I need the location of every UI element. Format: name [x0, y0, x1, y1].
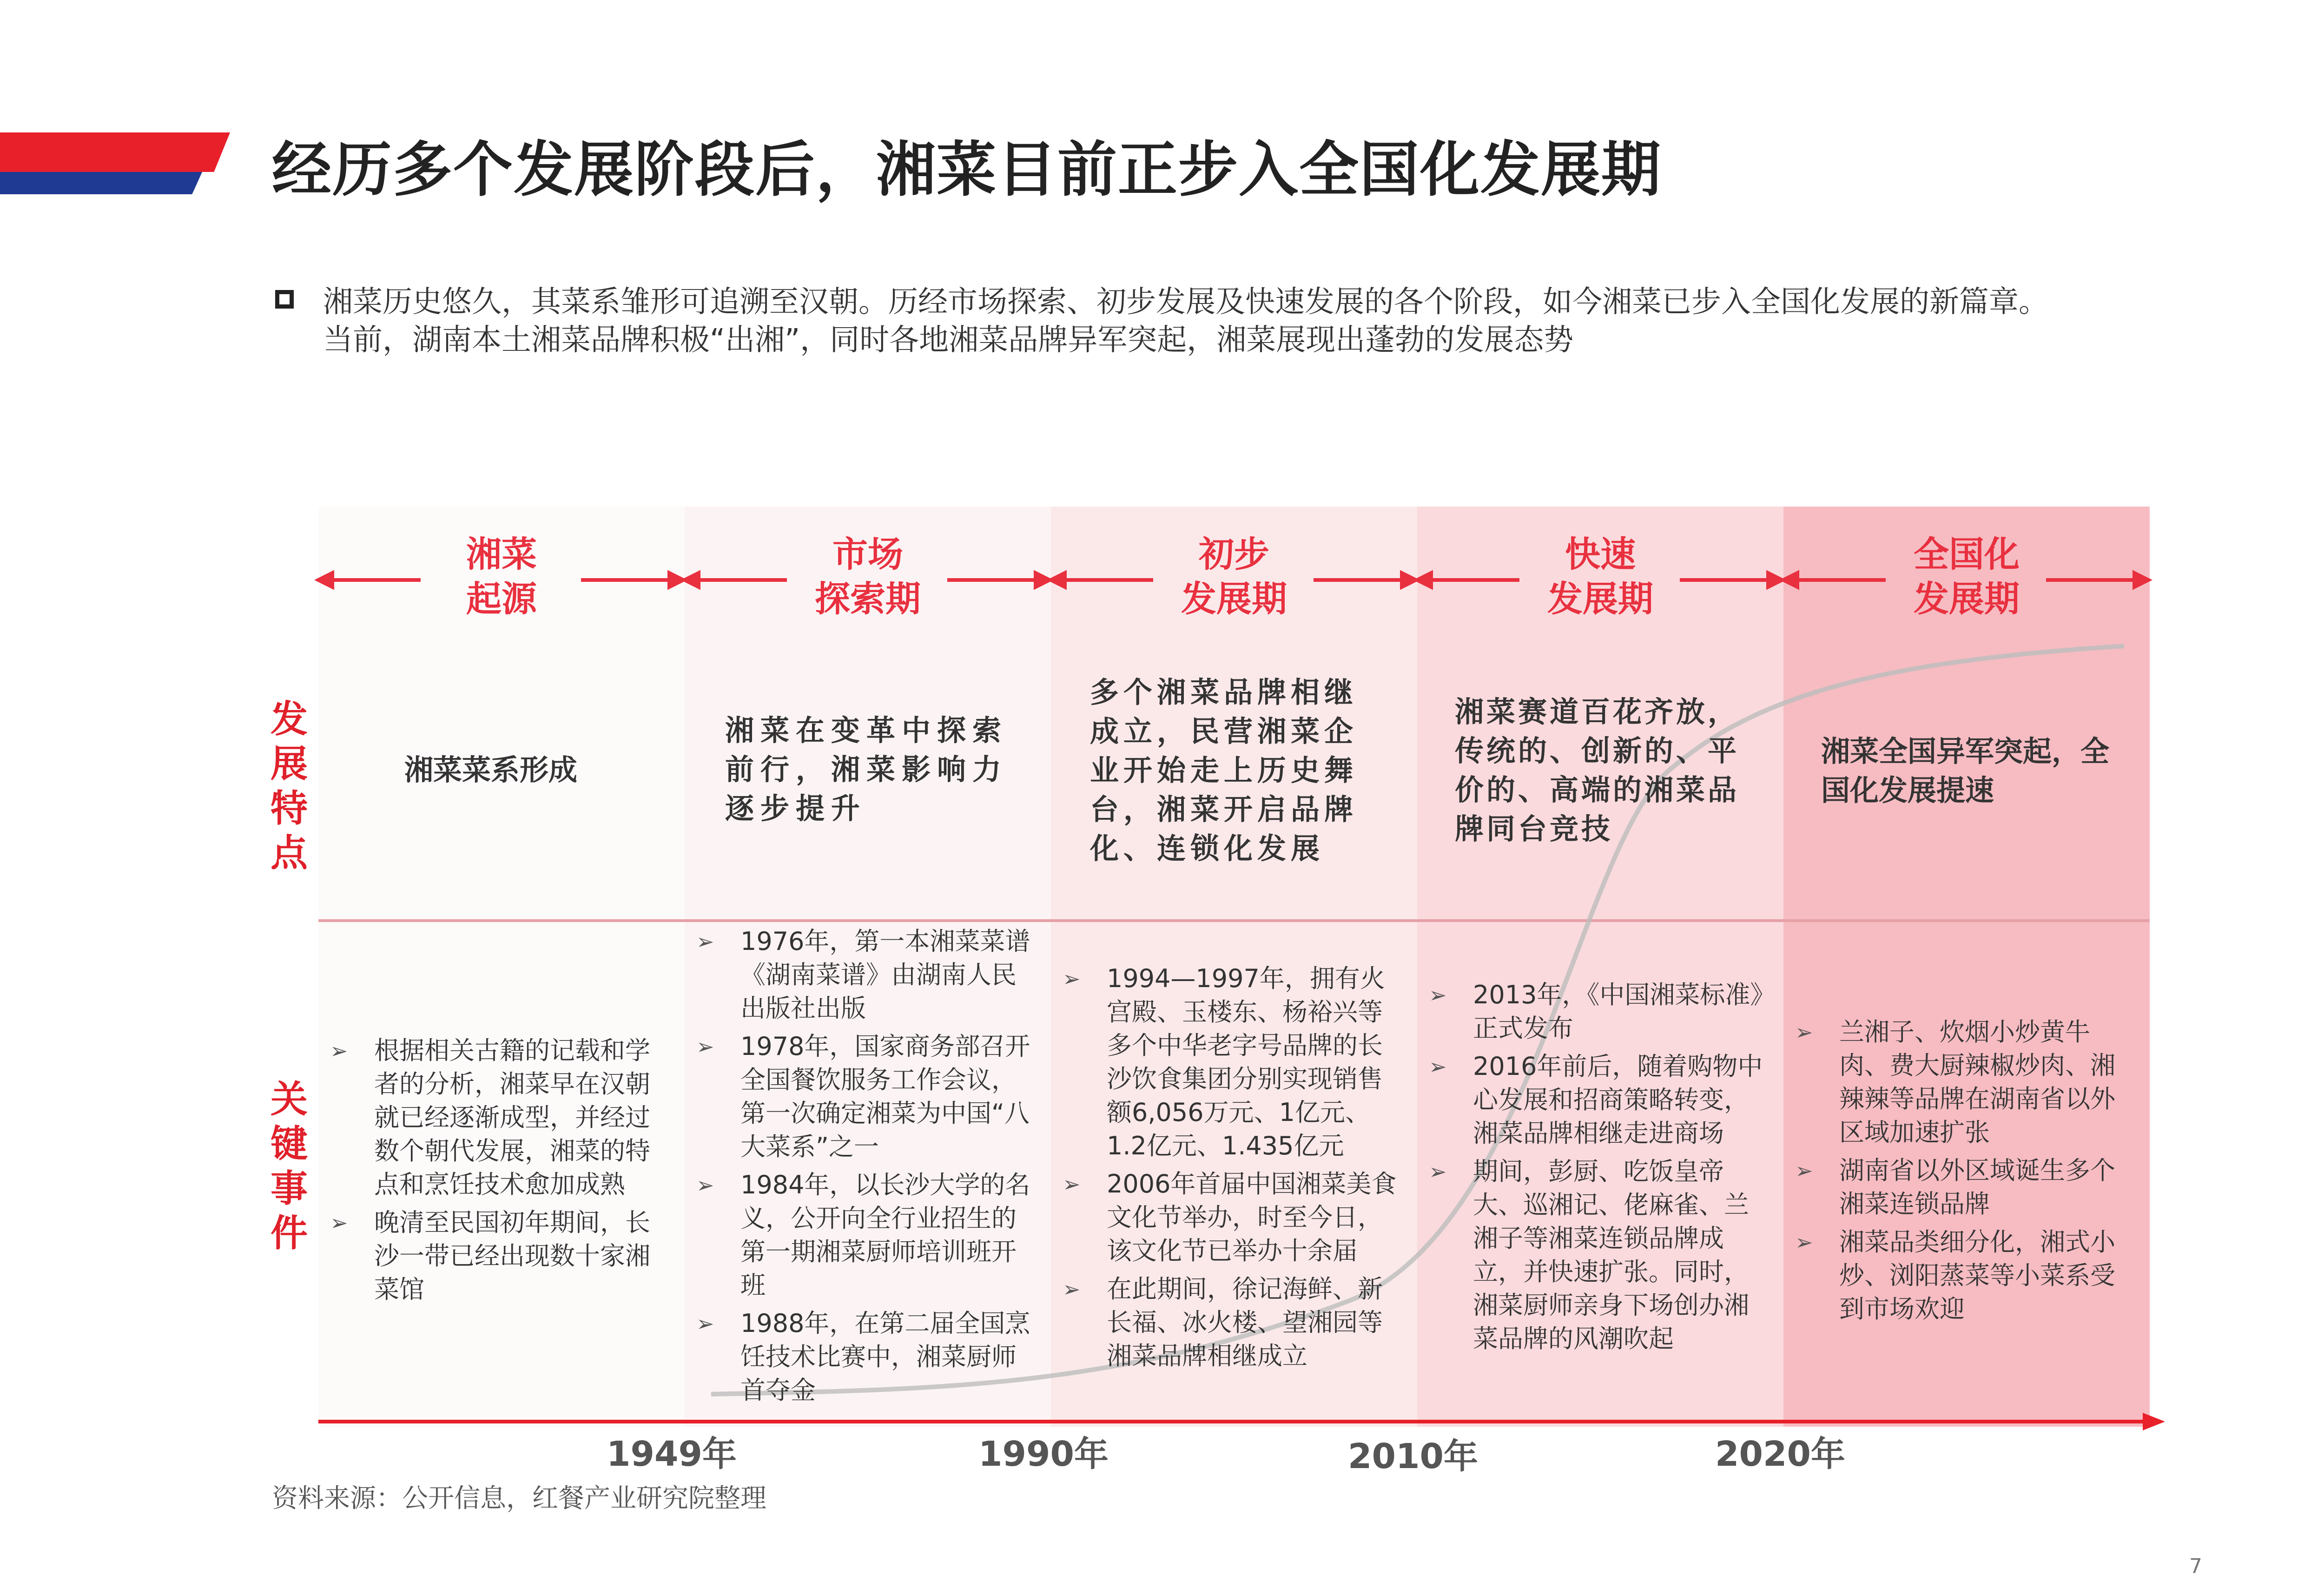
feature-exploration: 湘菜在变革中探索前行，湘菜影响力逐步提升: [725, 713, 1008, 825]
list-item: ➢ 在此期间，徐记海鲜、新长福、冰火楼、望湘园等湘菜品牌相继成立: [1063, 1272, 1406, 1373]
year-label-1949: 1949年: [607, 1434, 737, 1474]
list-item: ➢ 2013年，《中国湘菜标准》正式发布: [1429, 978, 1773, 1045]
list-item: ➢ 2016年前后，随着购物中心发展和招商策略转变，湘菜品牌相继走进商场: [1429, 1050, 1773, 1150]
page-number: 7: [2189, 1555, 2202, 1578]
events-origin: [330, 1034, 674, 1311]
feature-nationalization: 湘菜全国异军突起，全国化发展提速: [1821, 734, 2110, 807]
timeline-arrow-head: [2143, 1413, 2165, 1430]
stage-title-origin: 湘菜 起源: [466, 534, 537, 619]
stage-title-exploration: 市场 探索期: [815, 534, 921, 619]
list-item: ➢ 1984年，以长沙大学的名义，公开向全行业招生的第一期湘菜厨师培训班开班: [696, 1168, 1040, 1302]
feature-rapid-development: 湘菜赛道百花齐放，传统的、创新的、平价的、高端的湘菜品牌同台竞技: [1455, 695, 1740, 846]
row-label-features: 发展特点: [271, 698, 308, 875]
summary-line-2: 当前，湖南本土湘菜品牌积极“出湘”，同时各地湘菜品牌异军突起，湘菜展现出蓬勃的发展态势: [323, 323, 1574, 357]
year-label-1990: 1990年: [978, 1434, 1109, 1474]
list-item: ➢ 1978年，国家商务部召开全国餐饮服务工作会议，第一次确定湘菜为中国“八大菜系”之一: [696, 1030, 1040, 1164]
events-exploration: [696, 925, 1040, 1412]
list-item: ➢ 1976年，第一本湘菜菜谱《湖南菜谱》由湖南人民出版社出版: [696, 925, 1040, 1025]
list-item: ➢ 1994—1997年，拥有火宫殿、玉楼东、杨裕兴等多个中华老字号品牌的长沙饮食集团分别实现销售额6,056万元、1亿元、1.2亿元、1.435亿元: [1063, 962, 1406, 1163]
list-item: ➢ 根据相关古籍的记载和学者的分析，湘菜早在汉朝就已经逐渐成型，并经过数个朝代发展，湘菜的特点和烹饪技术愈加成熟: [330, 1034, 674, 1201]
list-item: ➢ 兰湘子、炊烟小炒黄牛肉、费大厨辣椒炒肉、湘辣辣等品牌在湖南省以外区域加速扩张: [1795, 1015, 2139, 1149]
list-item: ➢ 2006年首届中国湘菜美食文化节举办，时至今日，该文化节已举办十余届: [1063, 1167, 1406, 1268]
list-item: ➢ 湘菜品类细分化，湘式小炒、浏阳蒸菜等小菜系受到市场欢迎: [1795, 1225, 2139, 1326]
summary-line-1: 湘菜历史悠久，其菜系雏形可追溯至汉朝。历经市场探索、初步发展及快速发展的各个阶段，如今湘菜已步入全国化发展的新篇章。: [323, 285, 2048, 319]
feature-initial-development: 多个湘菜品牌相继成立，民营湘菜企业开始走上历史舞台，湘菜开启品牌化、连锁化发展: [1090, 675, 1358, 865]
row-label-events: 关键事件: [271, 1078, 308, 1255]
year-label-2020: 2020年: [1715, 1434, 1845, 1474]
events-rapid-development: [1429, 978, 1773, 1360]
timeline-axis: [318, 1420, 2150, 1423]
page-title: 经历多个发展阶段后，湘菜目前正步入全国化发展期: [272, 135, 1662, 204]
stage-title-rapid-development: 快速 发展期: [1547, 534, 1653, 619]
list-item: ➢ 湖南省以外区域诞生多个湘菜连锁品牌: [1795, 1154, 2139, 1221]
list-item: ➢ 晚清至民国初年期间，长沙一带已经出现数十家湘菜馆: [330, 1206, 674, 1306]
events-initial-development: [1063, 962, 1406, 1377]
stage-title-nationalization: 全国化 发展期: [1914, 534, 2020, 619]
events-nationalization: [1795, 1015, 2139, 1331]
source-note: 资料来源：公开信息，红餐产业研究院整理: [272, 1483, 766, 1514]
feature-origin: 湘菜菜系形成: [404, 753, 578, 787]
list-item: ➢ 期间，彭厨、吃饭皇帝大、巡湘记、佬麻雀、兰湘子等湘菜连锁品牌成立，并快速扩张。同时，湘菜厨师亲身下场创办湘菜品牌的风潮吹起: [1429, 1155, 1773, 1356]
list-item: ➢ 1988年，在第二届全国烹饪技术比赛中，湘菜厨师首夺金: [696, 1307, 1040, 1407]
stage-title-initial-development: 初步 发展期: [1181, 534, 1287, 619]
year-label-2010: 2010年: [1348, 1436, 1478, 1476]
